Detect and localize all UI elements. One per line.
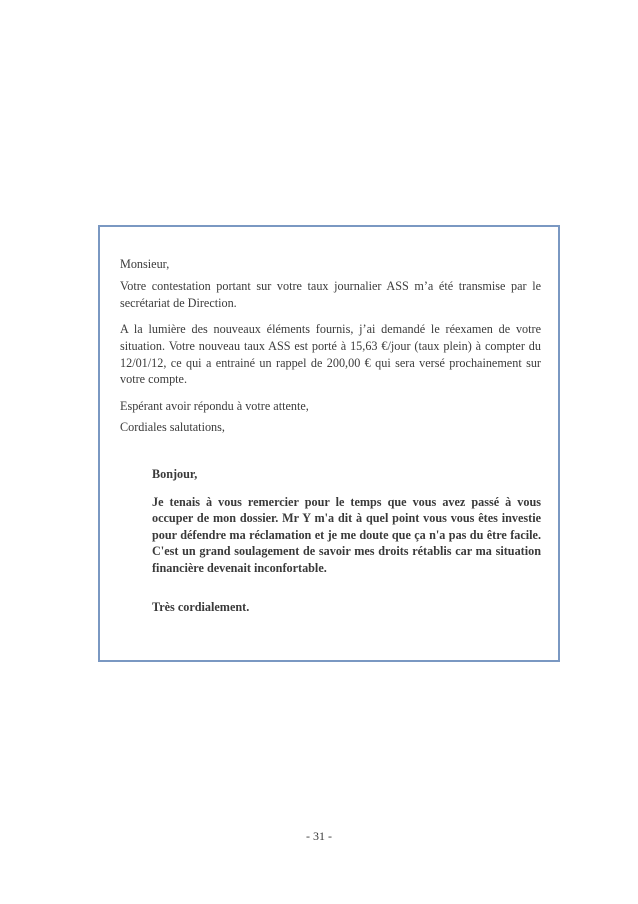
letter-intro-paragraph: Votre contestation portant sur votre taux journalier ASS m’a été transmise par le secrétariat de Direction. xyxy=(120,279,541,310)
letter-box xyxy=(98,225,560,662)
reply-body-paragraph: Je tenais à vous remercier pour le temps que vous avez passé à vous occuper de mon dossier. Mr Y m'a dit à quel point vous vous êtes investie pour défendre ma réclamation et je me doute que ça n'a pas du être facile. C'est un grand soulagement de savoir mes droits rétablis car ma situation financière devenait inconfortable. xyxy=(152,495,541,575)
letter-review-paragraph: A la lumière des nouveaux éléments fournis, j’ai demandé le réexamen de votre situation. Votre nouveau taux ASS est porté à 15,63 €/jour (taux plein) à compter du 12/01/12, ce qui a entrainé un rappel de 200,00 € qui sera versé prochainement sur votre compte. xyxy=(120,322,541,387)
letter-salutation: Monsieur, xyxy=(120,257,170,271)
reply-greeting: Bonjour, xyxy=(152,467,198,481)
letter-hope-line: Espérant avoir répondu à votre attente, xyxy=(120,399,309,413)
letter-closing-line: Cordiales salutations, xyxy=(120,420,225,434)
reply-signoff: Très cordialement. xyxy=(152,600,250,614)
page-number: - 31 - xyxy=(306,829,332,843)
